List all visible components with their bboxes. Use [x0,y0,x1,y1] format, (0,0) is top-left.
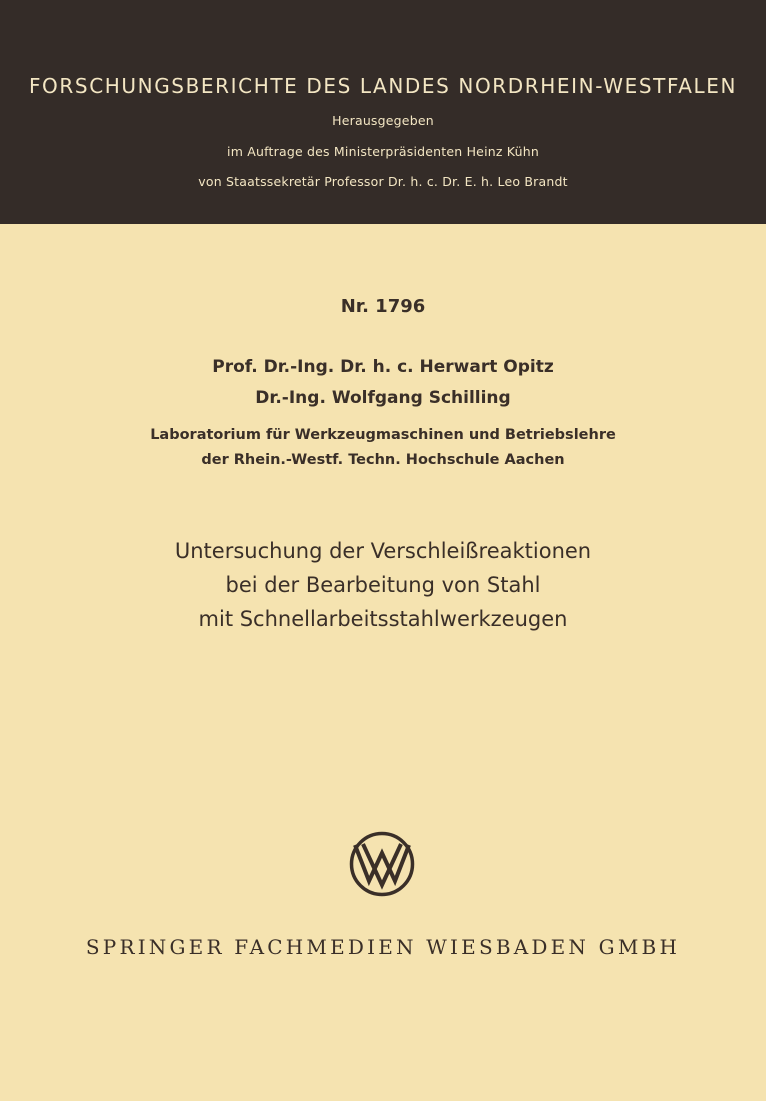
institution-line-1: Laboratorium für Werkzeugmaschinen und Betriebslehre [150,427,616,443]
author-2: Dr.-Ing. Wolfgang Schilling [255,388,511,408]
title-line-3: mit Schnellarbeitsstahlwerkzeugen [198,607,568,631]
editor-line-1: Herausgegeben [332,113,434,128]
author-1: Prof. Dr.-Ing. Dr. h. c. Herwart Opitz [212,357,554,377]
publisher-name: SPRINGER FACHMEDIEN WIESBADEN GMBH [85,935,681,959]
series-header [0,0,766,224]
report-number: Nr. 1796 [340,296,426,317]
title-line-2: bei der Bearbeitung von Stahl [225,573,541,597]
series-title: FORSCHUNGSBERICHTE DES LANDES NORDRHEIN-WESTFALEN [28,74,738,98]
editor-line-2: im Auftrage des Ministerpräsidenten Heinz Kühn [227,144,539,159]
springer-vw-logo-icon [349,831,415,897]
title-line-1: Untersuchung der Verschleißreaktionen [174,539,592,563]
editor-line-3: von Staatssekretär Professor Dr. h. c. Dr. E. h. Leo Brandt [198,174,568,189]
institution-line-2: der Rhein.-Westf. Techn. Hochschule Aachen [201,452,565,468]
